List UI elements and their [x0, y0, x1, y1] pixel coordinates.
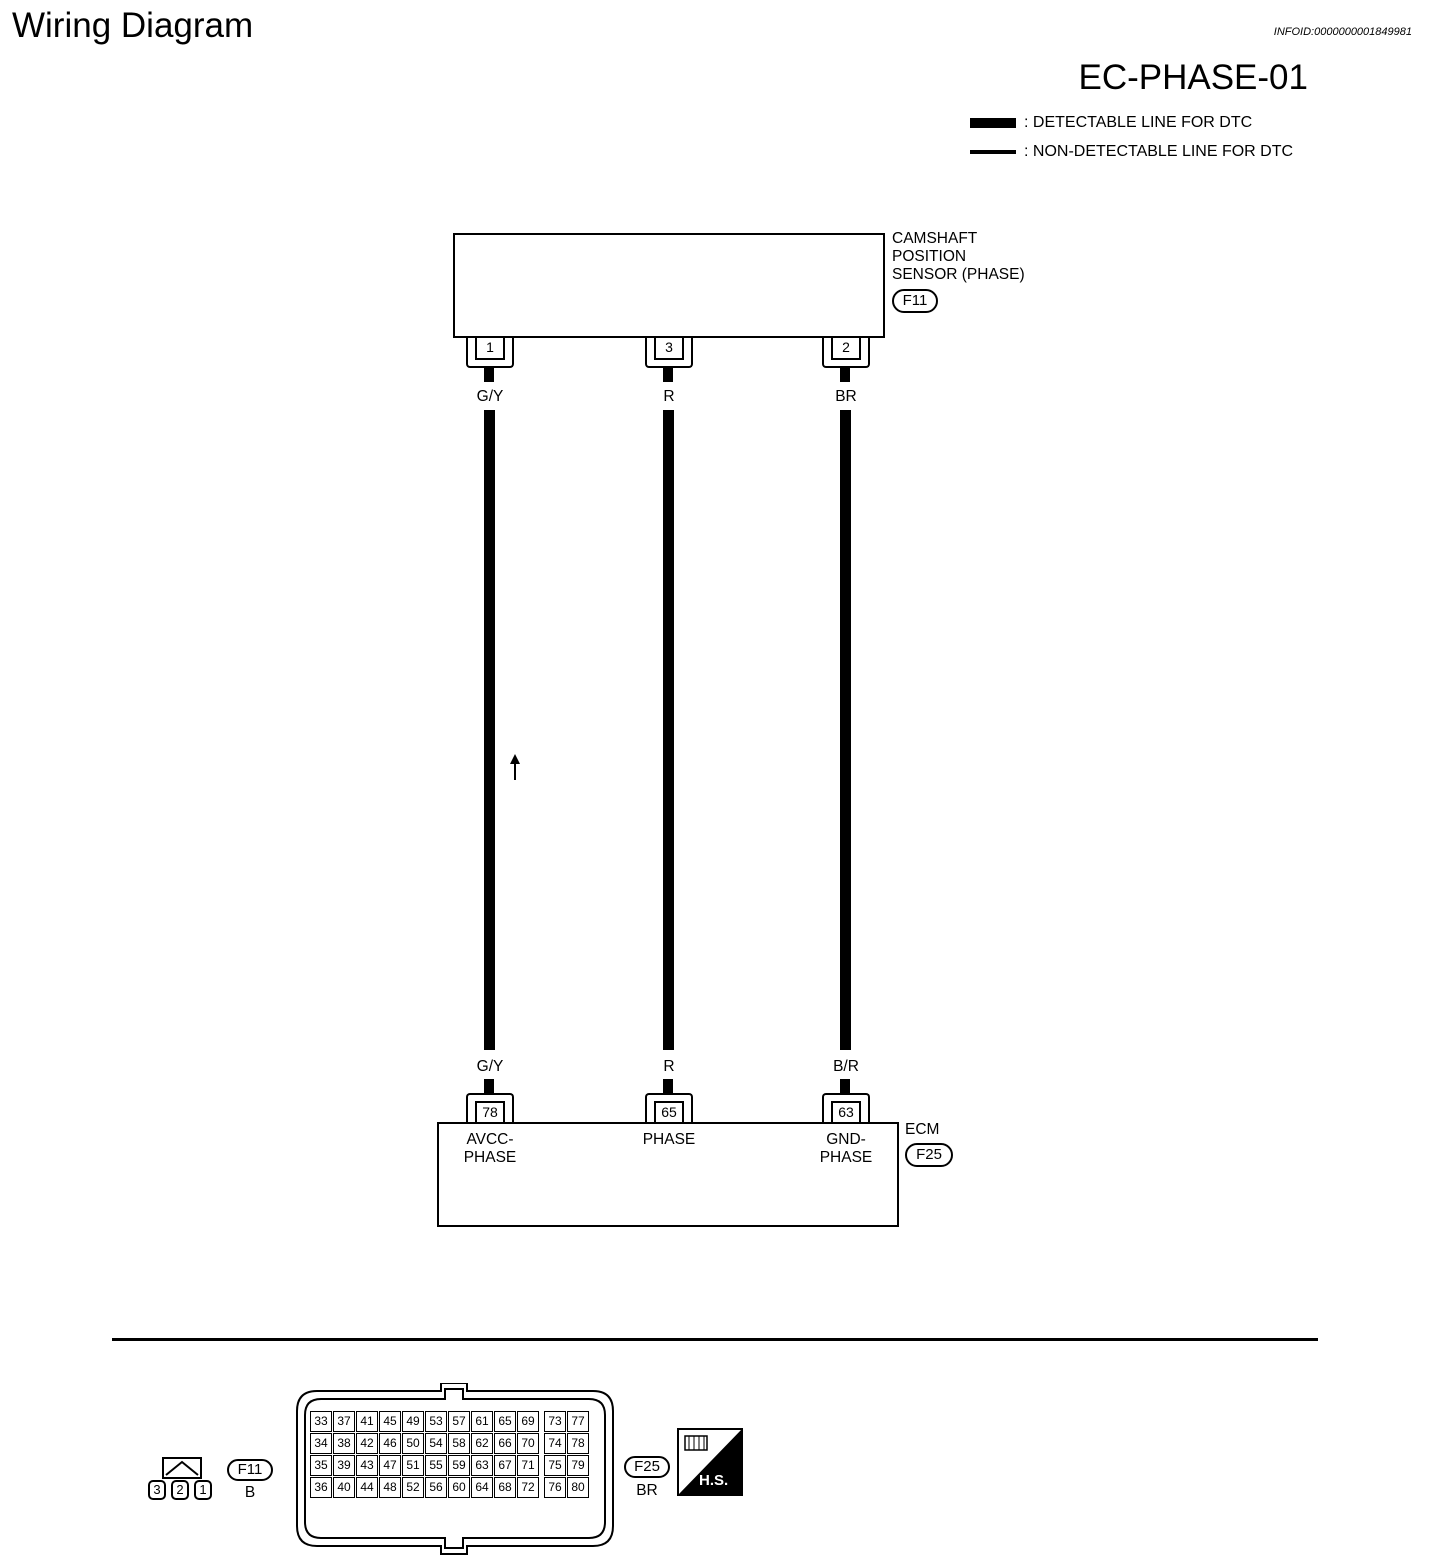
f25-face-pin: 63 [471, 1455, 493, 1476]
camshaft-sensor-box [453, 233, 885, 338]
thin-line-swatch [970, 150, 1016, 154]
ecm-terminal-63-line2: PHASE [819, 1149, 873, 1166]
sensor-pin-housing-1 [466, 338, 514, 368]
f11-face-badge [227, 1459, 273, 1481]
legend-detectable [970, 113, 1310, 133]
f11-face-pin: 2 [171, 1480, 189, 1500]
f25-face-pin: 48 [379, 1477, 401, 1498]
f25-face-pin: 80 [567, 1477, 589, 1498]
f25-face-pin: 40 [333, 1477, 355, 1498]
arrow-up-icon [509, 754, 521, 782]
sensor-name-line1: CAMSHAFT [892, 230, 978, 247]
wire-color-top-3: BR [835, 388, 857, 405]
f25-face-pin: 57 [448, 1411, 470, 1432]
ecm-name: ECM [905, 1121, 940, 1138]
f25-face-badge [624, 1456, 670, 1478]
f25-face-pin: 72 [517, 1477, 539, 1498]
wire-color-top-1: G/Y [476, 388, 504, 405]
f25-face-pin: 71 [517, 1455, 539, 1476]
ecm-pin-78: 78 [475, 1101, 505, 1123]
f11-connector-face [146, 1457, 218, 1503]
sensor-name-line2: POSITION [892, 248, 967, 265]
f25-face-pin: 58 [448, 1433, 470, 1454]
f25-face-pin: 42 [356, 1433, 378, 1454]
f25-face-pin: 59 [448, 1455, 470, 1476]
f25-face-pin: 50 [402, 1433, 424, 1454]
f25-face-pin: 77 [567, 1411, 589, 1432]
ecm-terminal-65: PHASE [642, 1131, 696, 1148]
f11-face-label: F11 [237, 1461, 263, 1478]
f11-face-pin: 3 [148, 1480, 166, 1500]
f25-face-pin: 55 [425, 1455, 447, 1476]
ecm-pin-housing-63 [822, 1093, 870, 1123]
f25-face-pin: 38 [333, 1433, 355, 1454]
sensor-pin-housing-2 [822, 338, 870, 368]
f25-face-pin: 44 [356, 1477, 378, 1498]
f25-face-pin: 47 [379, 1455, 401, 1476]
f25-face-pin: 34 [310, 1433, 332, 1454]
f25-face-pin: 36 [310, 1477, 332, 1498]
section-divider [112, 1338, 1318, 1341]
sensor-pin-3: 3 [654, 338, 684, 360]
wire-1 [484, 410, 495, 1050]
sensor-name-line3: SENSOR (PHASE) [892, 266, 1025, 283]
f25-face-pin: 60 [448, 1477, 470, 1498]
wire-color-bottom-2: R [663, 1058, 675, 1075]
f25-face-pin: 54 [425, 1433, 447, 1454]
f25-face-pin: 79 [567, 1455, 589, 1476]
f25-face-pin: 52 [402, 1477, 424, 1498]
legend-detectable-text: : DETECTABLE LINE FOR DTC [1024, 114, 1253, 131]
f25-face-pin: 73 [544, 1411, 566, 1432]
f25-face-pin: 35 [310, 1455, 332, 1476]
f25-face-pin: 70 [517, 1433, 539, 1454]
f25-face-pin: 69 [517, 1411, 539, 1432]
ecm-pin-65: 65 [654, 1101, 684, 1123]
wire-color-bottom-1: G/Y [476, 1058, 504, 1075]
f25-face-pin: 33 [310, 1411, 332, 1432]
f25-connector-face [295, 1383, 615, 1556]
f11-lock-icon [162, 1457, 202, 1479]
wire-color-top-2: R [663, 388, 675, 405]
info-id: INFOID:0000000001849981 [1273, 26, 1412, 38]
ecm-connector-label: F25 [916, 1146, 942, 1163]
f25-face-pin: 37 [333, 1411, 355, 1432]
sensor-pin-housing-3 [645, 338, 693, 368]
f25-face-pin: 67 [494, 1455, 516, 1476]
ecm-terminal-63-line1: GND- [826, 1131, 866, 1148]
wire-stub-top-2 [663, 366, 673, 382]
f25-face-pin: 75 [544, 1455, 566, 1476]
f25-pin-grid [310, 1411, 598, 1503]
thick-line-swatch [970, 118, 1016, 128]
wire-color-bottom-3: B/R [833, 1058, 859, 1075]
ecm-pin-housing-65 [645, 1093, 693, 1123]
f25-face-pin: 43 [356, 1455, 378, 1476]
ecm-connector-badge [905, 1143, 953, 1167]
f25-face-pin: 65 [494, 1411, 516, 1432]
legend-non-detectable [970, 142, 1310, 162]
sensor-connector-badge [892, 289, 938, 313]
harness-side-icon [677, 1428, 743, 1496]
f25-face-pin: 56 [425, 1477, 447, 1498]
f25-face-pin: 41 [356, 1411, 378, 1432]
f25-face-pin: 64 [471, 1477, 493, 1498]
sensor-connector-label: F11 [902, 292, 928, 309]
f25-face-pin: 74 [544, 1433, 566, 1454]
f25-face-pin: 76 [544, 1477, 566, 1498]
f25-face-color: BR [636, 1482, 658, 1499]
f25-face-pin: 46 [379, 1433, 401, 1454]
wire-2 [663, 410, 674, 1050]
f25-face-label: F25 [634, 1458, 660, 1475]
diagram-code: EC-PHASE-01 [1078, 58, 1308, 97]
f25-face-pin: 39 [333, 1455, 355, 1476]
legend-non-detectable-text: : NON-DETECTABLE LINE FOR DTC [1024, 143, 1294, 160]
f25-face-pin: 66 [494, 1433, 516, 1454]
harness-side-label: H.S. [699, 1472, 729, 1489]
f11-face-color: B [244, 1484, 256, 1501]
f25-face-pin: 62 [471, 1433, 493, 1454]
ecm-pin-housing-78 [466, 1093, 514, 1123]
ecm-terminal-78-line2: PHASE [463, 1149, 517, 1166]
wire-stub-top-3 [840, 366, 850, 382]
f25-face-pin: 51 [402, 1455, 424, 1476]
f25-face-pin: 78 [567, 1433, 589, 1454]
ecm-terminal-78-line1: AVCC- [466, 1131, 514, 1148]
wire-3 [840, 410, 851, 1050]
f11-face-pin: 1 [194, 1480, 212, 1500]
f25-face-pin: 49 [402, 1411, 424, 1432]
sensor-pin-2: 2 [831, 338, 861, 360]
f25-face-pin: 61 [471, 1411, 493, 1432]
wire-stub-top-1 [484, 366, 494, 382]
ecm-pin-63: 63 [831, 1101, 861, 1123]
f25-face-pin: 53 [425, 1411, 447, 1432]
sensor-pin-1: 1 [475, 338, 505, 360]
f25-face-pin: 68 [494, 1477, 516, 1498]
f25-face-pin: 45 [379, 1411, 401, 1432]
page-title: Wiring Diagram [12, 6, 254, 45]
